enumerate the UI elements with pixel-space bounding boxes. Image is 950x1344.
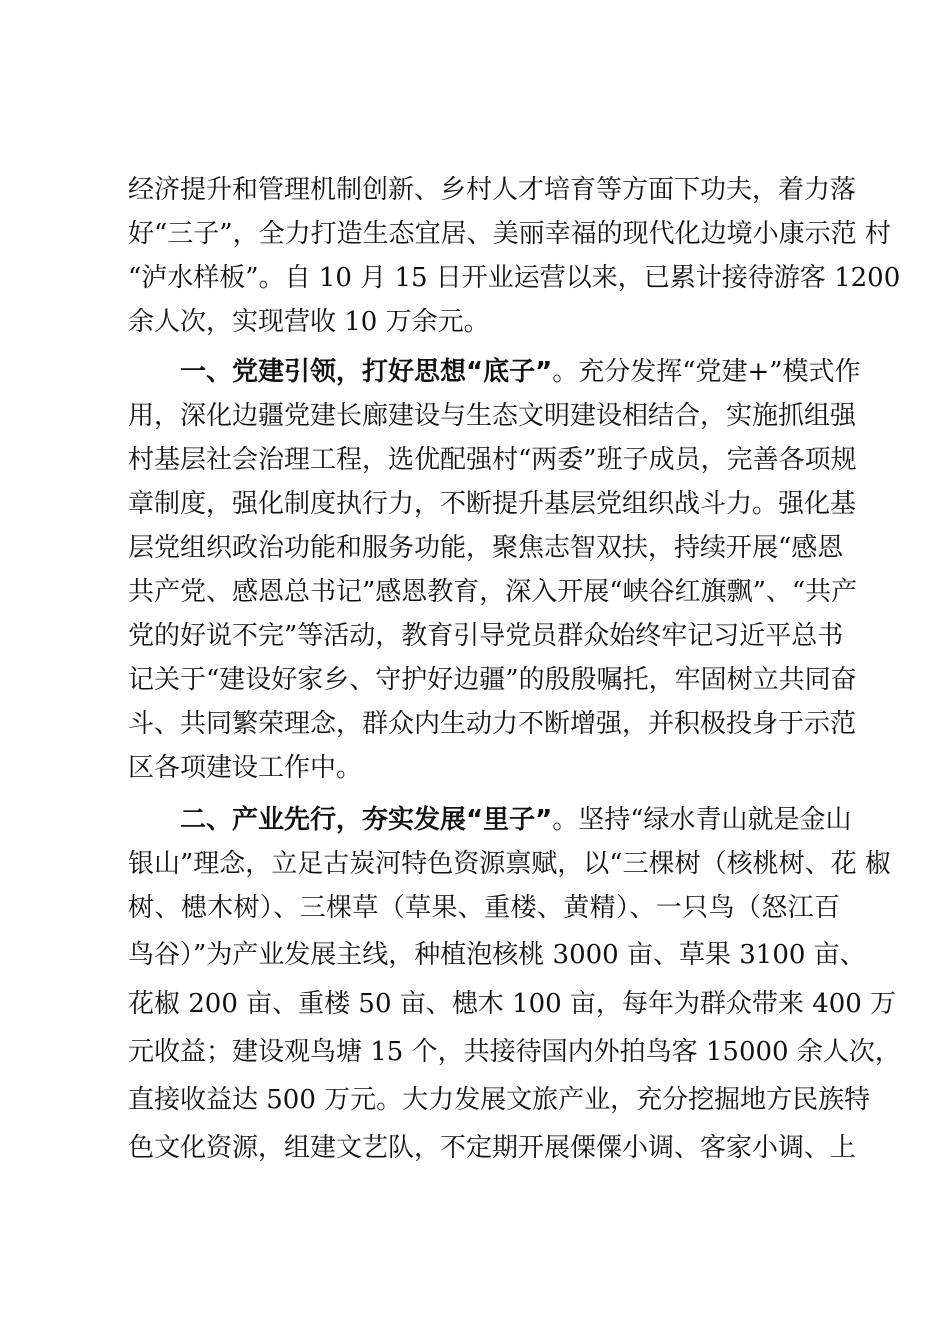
section1-first-line (128, 350, 861, 394)
body-line: 记关于“建设好家乡、守护好边疆”的殷殷嘱托，牢固树立共同奋 (128, 665, 857, 695)
body-line: 层党组织政治功能和服务功能，聚焦志智双扶，持续开展“感恩 (128, 533, 844, 563)
body-line: 花椒 200 亩、重楼 50 亩、槵木 100 亩，每年为群众带来 400 万 (128, 989, 897, 1019)
body-line: 余人次，实现营收 10 万余元。 (128, 307, 490, 337)
body-line: 用，深化边疆党建长廊建设与生态文明建设相结合，实施抓组强 (128, 401, 857, 431)
section1-heading: 一、党建引领，打好思想“底子” (180, 357, 553, 387)
body-line: 经济提升和管理机制创新、乡村人才培育等方面下功夫，着力落 (128, 175, 857, 205)
body-line: 银山”理念，立足古炭河特色资源禀赋，以“三棵树（核桃树、花 椒 (128, 849, 891, 879)
section2-first-line (128, 798, 852, 842)
body-line: 党的好说不完”等活动，教育引导党员群众始终牢记习近平总书 (128, 621, 844, 651)
section2-heading: 二、产业先行，夯实发展“里子” (180, 805, 553, 835)
body-line: 章制度，强化制度执行力，不断提升基层党组织战斗力。强化基 (128, 489, 857, 519)
body-line: 色文化资源，组建文艺队，不定期开展傈僳小调、客家小调、上 (128, 1133, 857, 1163)
document-body (128, 168, 901, 1172)
section2-first-line-text: 。坚持“绿水青山就是金山 (552, 805, 852, 835)
body-line: 共产党、感恩总书记”感恩教育，深入开展“峡谷红旗飘”、“共产 (128, 577, 858, 607)
body-line: 树、槵木树）、三棵草（草果、重楼、黄精）、一只鸟（怒江百 (128, 893, 840, 923)
body-line: 村基层社会治理工程，选优配强村“两委”班子成员，完善各项规 (128, 445, 857, 475)
section1-first-line-text: 。充分发挥“党建+”模式作 (552, 357, 861, 387)
body-line: 好“三子”，全力打造生态宜居、美丽幸福的现代化边境小康示范 村 (128, 219, 891, 249)
body-line: 斗、共同繁荣理念，群众内生动力不断增强，并积极投身于示范 (128, 709, 857, 739)
body-line: 鸟谷）”为产业发展主线，种植泡核桃 3000 亩、草果 3100 亩、 (128, 940, 866, 970)
body-line: 区各项建设工作中。 (128, 753, 363, 783)
body-line: 元收益；建设观鸟塘 15 个，共接待国内外拍鸟客 15000 余人次， (128, 1037, 901, 1067)
body-line: “泸水样板”。自 10 月 15 日开业运营以来，已累计接待游客 1200 (128, 263, 901, 293)
body-line: 直接收益达 500 万元。大力发展文旅产业，充分挖掘地方民族特 (128, 1085, 871, 1115)
